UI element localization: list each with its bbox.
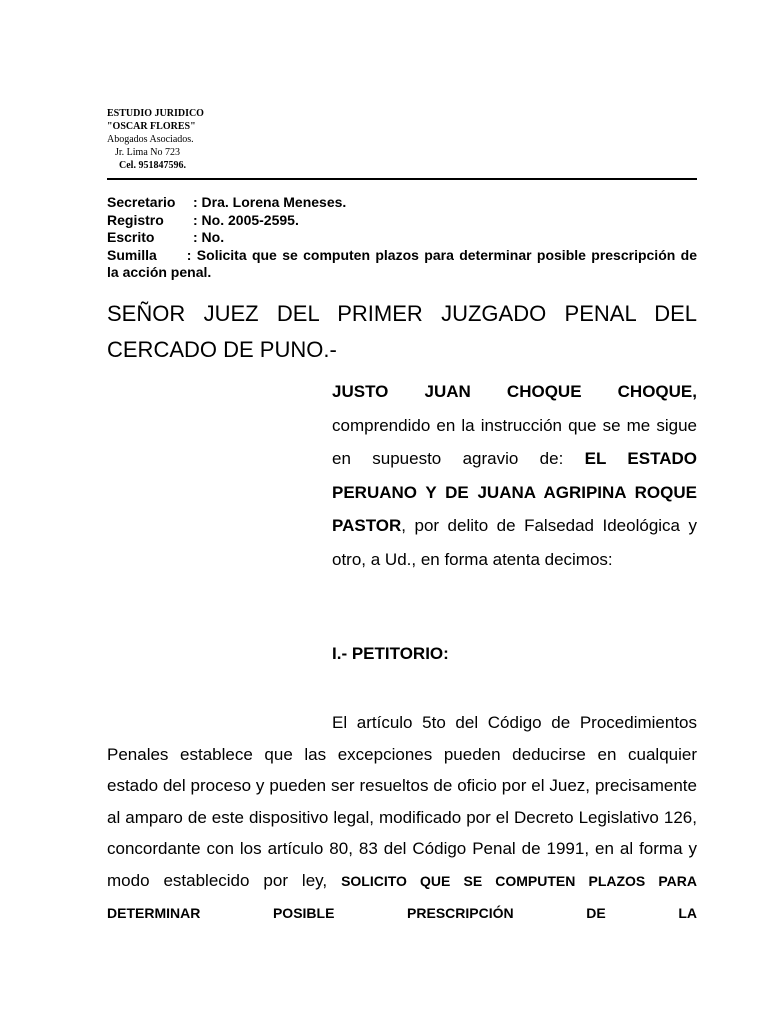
aggrieved-parties: EL ESTADO PERUANO Y DE JUANA AGRIPINA ROQUE PASTOR: [332, 449, 698, 535]
meta-key: Registro: [107, 211, 164, 228]
body-text: El artículo 5to del Código de Procedimientos Penales establece que las excepciones pueden deducirse en cualquier estado del proceso y pueden ser resueltos de oficio por el Juez, precisamente al amparo de este dispositivo legal, modificado por el Decreto Legislativo 126, concordante con los artículo 80, 83 del Código Penal de 1991, en al forma y modo establecido por ley,: [107, 713, 697, 890]
meta-row-registro: [107, 212, 697, 230]
firm-phone: Cel. 951847596.: [119, 160, 186, 171]
meta-row-sumilla: [107, 247, 697, 282]
section-title-petitorio: I.- PETITORIO:: [332, 644, 449, 663]
firm-subtitle: Abogados Asociados.: [107, 134, 194, 145]
header-divider: [107, 178, 697, 180]
firm-name: ESTUDIO JURIDICO: [107, 108, 204, 119]
meta-value: : No. 2005-2595.: [193, 211, 299, 228]
body-request-caps: SOLICITO QUE SE COMPUTEN PLAZOS PARA DETERMINAR POSIBLE PRESCRIPCIÓN DE LA: [107, 872, 697, 921]
meta-value: : Solicita que se computen plazos para determinar posible prescripción de la acción penal.: [107, 246, 697, 280]
meta-value: : No.: [193, 229, 225, 245]
meta-row-secretario: [107, 194, 697, 212]
meta-value: : Dra. Lorena Meneses.: [193, 194, 347, 210]
letterhead: [107, 107, 204, 172]
meta-key: Sumilla: [107, 246, 157, 263]
meta-key: Escrito: [107, 229, 155, 245]
intro-paragraph: [332, 375, 697, 576]
intro-text-cont: , por delito de Falsedad Ideológica y otro, a Ud., en forma atenta decimos:: [332, 516, 697, 569]
intro-text: comprendido en la instrucción que se me sigue en supuesto agravio de:: [332, 415, 697, 468]
firm-owner: "OSCAR FLORES": [107, 121, 196, 132]
case-metadata: [107, 194, 697, 282]
court-heading: SEÑOR JUEZ DEL PRIMER JUZGADO PENAL DEL CERCADO DE PUNO.-: [107, 301, 697, 362]
firm-address: Jr. Lima No 723: [115, 147, 180, 158]
meta-row-escrito: [107, 229, 697, 247]
body-paragraph: [107, 707, 697, 930]
meta-key: Secretario: [107, 194, 176, 210]
petitioner-name: JUSTO JUAN CHOQUE CHOQUE,: [332, 382, 697, 401]
